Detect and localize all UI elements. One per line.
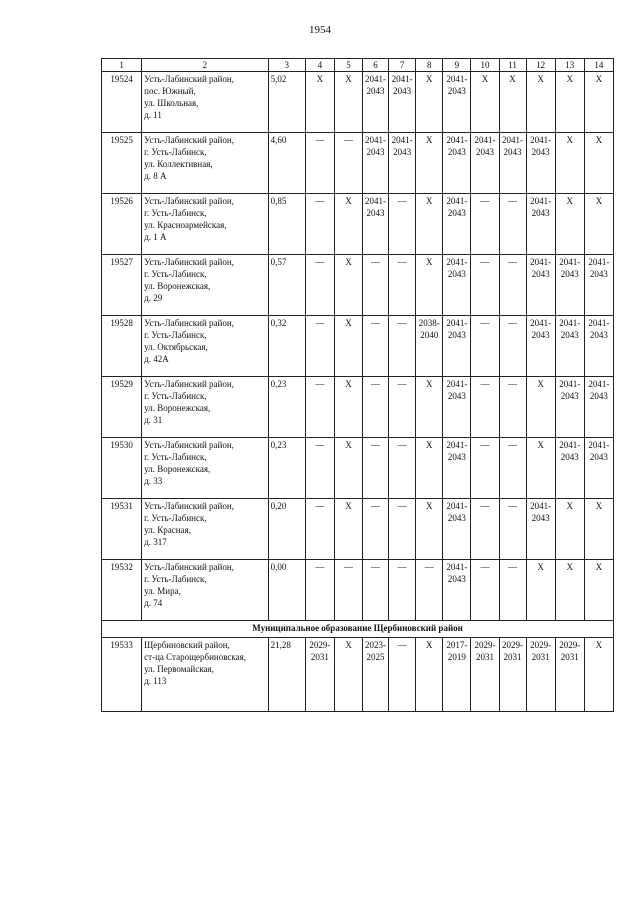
schedule-cell: 2041-2043: [555, 316, 584, 377]
schedule-cell: —: [499, 255, 526, 316]
table-row: [102, 316, 614, 377]
schedule-cell: 2023-2025: [363, 638, 389, 712]
schedule-cell: 2041-2043: [584, 255, 613, 316]
schedule-cell: —: [499, 316, 526, 377]
schedule-cell: X: [416, 133, 443, 194]
address-line: г. Усть-Лабинск,: [144, 330, 207, 340]
table-row: [102, 438, 614, 499]
schedule-cell: 2041-2043: [443, 316, 471, 377]
schedule-cell: —: [389, 560, 416, 621]
schedule-cell: 2041-2043: [471, 133, 499, 194]
schedule-cell: X: [416, 194, 443, 255]
schedule-cell: —: [363, 377, 389, 438]
schedule-cell: —: [389, 438, 416, 499]
schedule-cell: 2041-2043: [555, 438, 584, 499]
schedule-cell: X: [334, 499, 362, 560]
schedule-cell: X: [526, 438, 555, 499]
value-cell: 0,32: [268, 316, 305, 377]
schedule-cell: —: [389, 638, 416, 712]
address-line: д. 8 А: [144, 171, 167, 181]
row-number: 19529: [102, 377, 142, 438]
schedule-cell: 2041-2043: [363, 72, 389, 133]
address-cell: [142, 438, 268, 499]
header-row: [102, 59, 614, 72]
row-number: 19526: [102, 194, 142, 255]
schedule-cell: X: [555, 194, 584, 255]
schedule-cell: 2041-2043: [584, 316, 613, 377]
column-header: 1: [102, 59, 142, 72]
schedule-cell: 2041-2043: [555, 377, 584, 438]
address-line: г. Усть-Лабинск,: [144, 513, 207, 523]
section-group: [102, 621, 614, 638]
schedule-cell: X: [471, 72, 499, 133]
schedule-cell: X: [334, 638, 362, 712]
address-line: Усть-Лабинский район,: [144, 318, 234, 328]
row-number: 19528: [102, 316, 142, 377]
schedule-cell: X: [416, 72, 443, 133]
schedule-cell: —: [363, 438, 389, 499]
schedule-cell: 2041-2043: [443, 560, 471, 621]
schedule-cell: X: [305, 72, 334, 133]
address-line: д. 74: [144, 598, 163, 608]
schedule-cell: X: [526, 560, 555, 621]
address-line: д. 1 А: [144, 232, 167, 242]
column-header: 8: [416, 59, 443, 72]
address-line: д. 31: [144, 415, 163, 425]
address-line: Усть-Лабинский район,: [144, 379, 234, 389]
schedule-cell: 2041-2043: [363, 133, 389, 194]
schedule-cell: —: [305, 438, 334, 499]
address-line: ул. Красноармейская,: [144, 220, 227, 230]
address-line: Усть-Лабинский район,: [144, 562, 234, 572]
address-line: г. Усть-Лабинск,: [144, 269, 207, 279]
address-line: ул. Мира,: [144, 586, 181, 596]
schedule-cell: —: [305, 499, 334, 560]
address-line: ул. Красная,: [144, 525, 191, 535]
schedule-cell: —: [471, 255, 499, 316]
schedule-cell: X: [499, 72, 526, 133]
address-line: Щербиновский район,: [144, 640, 230, 650]
address-line: Усть-Лабинский район,: [144, 196, 234, 206]
address-line: ул. Коллективная,: [144, 159, 213, 169]
schedule-cell: 2017-2019: [443, 638, 471, 712]
table-row: [102, 72, 614, 133]
address-line: ул. Воронежская,: [144, 464, 211, 474]
schedule-cell: —: [389, 377, 416, 438]
schedule-cell: —: [305, 316, 334, 377]
schedule-cell: —: [499, 560, 526, 621]
row-number: 19527: [102, 255, 142, 316]
schedule-cell: X: [584, 72, 613, 133]
schedule-cell: —: [499, 377, 526, 438]
address-cell: [142, 72, 268, 133]
schedule-cell: —: [334, 133, 362, 194]
column-header: 11: [499, 59, 526, 72]
schedule-cell: —: [389, 194, 416, 255]
table-row: [102, 194, 614, 255]
address-line: д. 33: [144, 476, 163, 486]
address-line: ст-ца Старощербиновская,: [144, 652, 247, 662]
schedule-cell: —: [305, 255, 334, 316]
schedule-cell: X: [555, 499, 584, 560]
value-cell: 0,23: [268, 438, 305, 499]
column-header: 13: [555, 59, 584, 72]
address-line: ул. Октябрьская,: [144, 342, 208, 352]
schedule-cell: 2041-2043: [499, 133, 526, 194]
row-number: 19532: [102, 560, 142, 621]
table-row: [102, 499, 614, 560]
value-cell: 0,57: [268, 255, 305, 316]
table-row: [102, 133, 614, 194]
value-cell: 4,60: [268, 133, 305, 194]
row-number: 19524: [102, 72, 142, 133]
schedule-cell: X: [584, 499, 613, 560]
section-title: Муниципальное образование Щербиновский район: [102, 621, 614, 638]
address-line: г. Усть-Лабинск,: [144, 574, 207, 584]
column-header: 2: [142, 59, 268, 72]
schedule-cell: —: [363, 316, 389, 377]
value-cell: 0,85: [268, 194, 305, 255]
schedule-cell: 2029-2031: [526, 638, 555, 712]
address-line: ул. Первомайская,: [144, 664, 214, 674]
address-line: г. Усть-Лабинск,: [144, 391, 207, 401]
schedule-cell: 2041-2043: [443, 194, 471, 255]
schedule-cell: X: [416, 438, 443, 499]
schedule-cell: —: [471, 438, 499, 499]
schedule-cell: 2041-2043: [443, 499, 471, 560]
table-row: [102, 377, 614, 438]
table-header-group: [102, 59, 614, 72]
table-row: [102, 638, 614, 712]
value-cell: 0,00: [268, 560, 305, 621]
schedule-cell: 2029-2031: [555, 638, 584, 712]
page-number: 1954: [309, 24, 331, 36]
schedule-cell: 2041-2043: [526, 316, 555, 377]
ust-labinsk-rows: [102, 72, 614, 621]
schedule-cell: X: [584, 194, 613, 255]
schedule-cell: 2041-2043: [443, 255, 471, 316]
schedule-cell: —: [389, 499, 416, 560]
schedule-cell: X: [334, 377, 362, 438]
schedule-cell: —: [363, 499, 389, 560]
column-header: 4: [305, 59, 334, 72]
schedule-cell: X: [555, 133, 584, 194]
shcherbinovsky-rows: [102, 638, 614, 712]
schedule-cell: X: [526, 72, 555, 133]
schedule-cell: X: [416, 255, 443, 316]
schedule-cell: —: [471, 560, 499, 621]
schedule-cell: —: [305, 194, 334, 255]
schedule-cell: —: [471, 194, 499, 255]
schedule-cell: —: [363, 255, 389, 316]
column-header: 3: [268, 59, 305, 72]
schedule-cell: —: [471, 377, 499, 438]
schedule-cell: X: [555, 560, 584, 621]
address-cell: [142, 638, 268, 712]
address-line: ул. Воронежская,: [144, 403, 211, 413]
address-line: д. 42А: [144, 354, 169, 364]
schedule-cell: —: [305, 133, 334, 194]
schedule-cell: —: [499, 194, 526, 255]
schedule-cell: 2041-2043: [443, 377, 471, 438]
schedule-cell: —: [471, 316, 499, 377]
schedule-cell: X: [334, 316, 362, 377]
schedule-cell: —: [389, 255, 416, 316]
value-cell: 0,23: [268, 377, 305, 438]
column-header: 6: [363, 59, 389, 72]
address-line: Усть-Лабинский район,: [144, 501, 234, 511]
table-row: [102, 255, 614, 316]
address-cell: [142, 316, 268, 377]
schedule-cell: X: [526, 377, 555, 438]
address-line: ул. Воронежская,: [144, 281, 211, 291]
schedule-cell: —: [363, 560, 389, 621]
schedule-cell: X: [584, 638, 613, 712]
schedule-cell: —: [471, 499, 499, 560]
address-line: г. Усть-Лабинск,: [144, 208, 207, 218]
schedule-cell: —: [334, 560, 362, 621]
table-row: [102, 560, 614, 621]
column-header: 12: [526, 59, 555, 72]
address-cell: [142, 133, 268, 194]
schedule-cell: 2041-2043: [555, 255, 584, 316]
column-header: 9: [443, 59, 471, 72]
schedule-cell: X: [555, 72, 584, 133]
schedule-cell: 2041-2043: [584, 377, 613, 438]
schedule-cell: 2029-2031: [305, 638, 334, 712]
schedule-cell: —: [305, 377, 334, 438]
address-line: ул. Школьная,: [144, 98, 199, 108]
schedule-cell: 2041-2043: [363, 194, 389, 255]
repair-schedule-table: [101, 58, 614, 712]
row-number: 19533: [102, 638, 142, 712]
address-line: д. 113: [144, 676, 167, 686]
value-cell: 21,28: [268, 638, 305, 712]
schedule-cell: X: [584, 560, 613, 621]
column-header: 7: [389, 59, 416, 72]
schedule-cell: —: [305, 560, 334, 621]
schedule-cell: X: [416, 499, 443, 560]
row-number: 19525: [102, 133, 142, 194]
schedule-cell: —: [499, 438, 526, 499]
schedule-cell: 2029-2031: [499, 638, 526, 712]
schedule-cell: 2041-2043: [443, 438, 471, 499]
address-cell: [142, 194, 268, 255]
address-cell: [142, 377, 268, 438]
schedule-cell: X: [584, 133, 613, 194]
column-header: 10: [471, 59, 499, 72]
address-line: Усть-Лабинский район,: [144, 257, 234, 267]
schedule-cell: X: [334, 438, 362, 499]
schedule-cell: 2041-2043: [389, 133, 416, 194]
schedule-cell: —: [499, 499, 526, 560]
schedule-cell: X: [334, 72, 362, 133]
schedule-cell: —: [389, 316, 416, 377]
schedule-cell: 2041-2043: [526, 499, 555, 560]
schedule-cell: 2038-2040: [416, 316, 443, 377]
address-line: г. Усть-Лабинск,: [144, 452, 207, 462]
schedule-cell: X: [416, 377, 443, 438]
column-header: 5: [334, 59, 362, 72]
column-header: 14: [584, 59, 613, 72]
schedule-cell: 2041-2043: [526, 133, 555, 194]
address-line: д. 317: [144, 537, 167, 547]
schedule-cell: 2041-2043: [443, 133, 471, 194]
address-line: Усть-Лабинский район,: [144, 74, 234, 84]
schedule-cell: X: [334, 194, 362, 255]
value-cell: 5,02: [268, 72, 305, 133]
schedule-cell: 2041-2043: [389, 72, 416, 133]
schedule-cell: X: [334, 255, 362, 316]
address-line: д. 11: [144, 110, 162, 120]
row-number: 19530: [102, 438, 142, 499]
row-number: 19531: [102, 499, 142, 560]
schedule-cell: 2041-2043: [526, 255, 555, 316]
address-cell: [142, 560, 268, 621]
schedule-cell: 2041-2043: [526, 194, 555, 255]
address-cell: [142, 255, 268, 316]
address-line: д. 29: [144, 293, 163, 303]
address-line: Усть-Лабинский район,: [144, 135, 234, 145]
section-row: [102, 621, 614, 638]
schedule-cell: 2041-2043: [443, 72, 471, 133]
schedule-cell: 2041-2043: [584, 438, 613, 499]
address-cell: [142, 499, 268, 560]
schedule-cell: —: [416, 560, 443, 621]
schedule-cell: 2029-2031: [471, 638, 499, 712]
schedule-cell: X: [416, 638, 443, 712]
address-line: пос. Южный,: [144, 86, 196, 96]
address-line: г. Усть-Лабинск,: [144, 147, 207, 157]
value-cell: 0,20: [268, 499, 305, 560]
address-line: Усть-Лабинский район,: [144, 440, 234, 450]
